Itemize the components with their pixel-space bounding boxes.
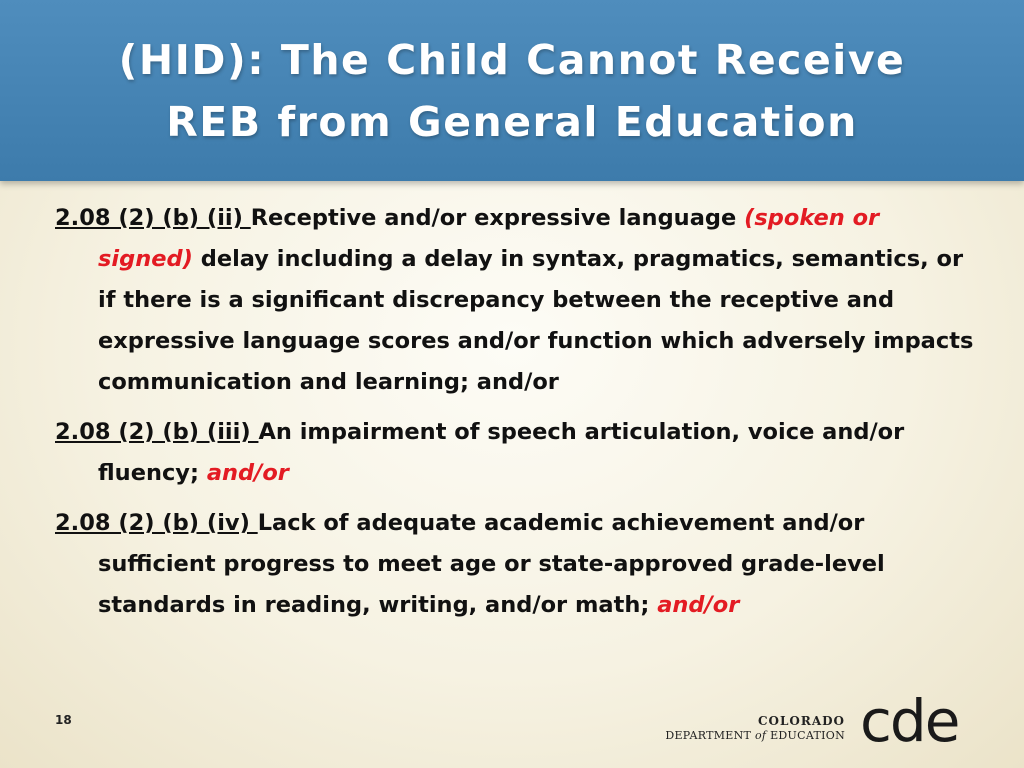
- criterion-iii: [55, 412, 980, 494]
- cde-logo-mark: cde: [860, 687, 959, 755]
- logo-state-name: COLORADO: [757, 714, 845, 728]
- criterion-ii: [55, 198, 980, 403]
- criterion-emphasis: and/or: [657, 592, 740, 618]
- criterion-text: Receptive and/or expressive language: [250, 205, 745, 231]
- criterion-text-continued: delay including a delay in syntax, pragmatics, semantics, or if there is a significant discrepancy between the receptive and expressive language scores and/or function which adversely impacts communication and learning; and/or: [98, 246, 974, 395]
- title-banner: [0, 0, 1024, 181]
- page-number: 18: [55, 713, 72, 727]
- criterion-iv: [55, 503, 980, 626]
- criterion-text: An impairment of speech articulation, voice and/or fluency;: [98, 419, 905, 486]
- criterion-text: Lack of adequate academic achievement and/or sufficient progress to meet age or state-approved grade-level standards in reading, writing, and/or math;: [98, 510, 885, 618]
- logo-dept-of: of: [755, 729, 767, 742]
- logo-dept-part-2: EDUCATION: [766, 729, 845, 742]
- slide-body: [55, 198, 980, 635]
- criterion-ref: 2.08 (2) (b) (iv): [55, 510, 258, 536]
- criterion-emphasis: and/or: [206, 460, 289, 486]
- criterion-ref: 2.08 (2) (b) (iii): [55, 419, 259, 445]
- cde-logo: [665, 687, 990, 755]
- logo-dept-part-1: DEPARTMENT: [665, 729, 755, 742]
- slide-title-line-1: (HID): The Child Cannot Receive: [118, 35, 906, 84]
- criterion-ref: 2.08 (2) (b) (ii): [55, 205, 251, 231]
- slide-title-line-2: REB from General Education: [166, 97, 858, 146]
- criterion-emphasis: (spoken or signed): [98, 205, 880, 272]
- logo-department-name: [665, 729, 845, 742]
